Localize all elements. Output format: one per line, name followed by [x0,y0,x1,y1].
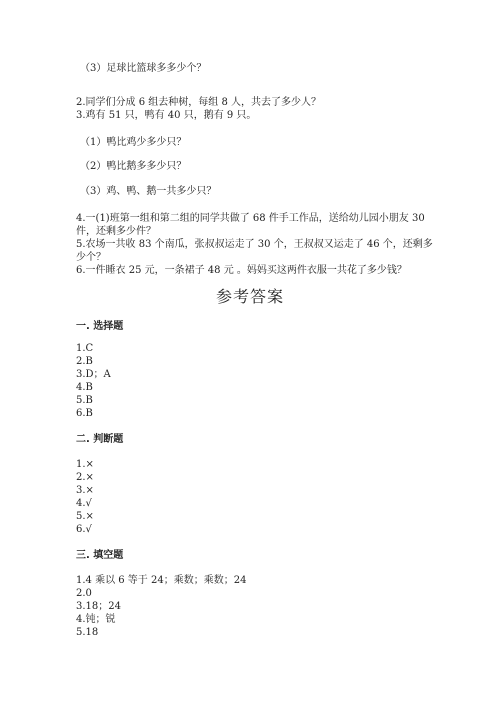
answers-title: 参考答案 [215,287,284,306]
question-4-line-1: 4.一(1)班第一组和第二组的同学共做了 68 件手工作品，送给幼儿园小朋友 30 [76,213,425,224]
section-heading-choice: 一. 选择题 [76,321,124,332]
question-3-sub-3: （3）鸡、鸭、鹅一共多少只？ [80,186,217,197]
answer-item: 6.B [76,408,93,419]
question-3-sub-2: （2）鸭比鹅多多少只？ [80,161,187,172]
question-1-sub-3: （3）足球比篮球多多少个？ [80,63,207,74]
answer-item: 3.D；A [76,369,111,380]
answer-item: 4.√ [76,498,92,509]
answer-item: 2.× [76,472,94,483]
question-3-sub-1: （1）鸭比鸡少多少只？ [80,137,187,148]
question-4-line-2: 件，还剩多少件？ [76,226,156,237]
answer-item: 1.4 乘以 6 等于 24；乘数；乘数；24 [76,575,247,586]
section-heading-fill-blank: 三. 填空题 [76,550,124,561]
answer-item: 5.18 [76,627,99,638]
question-6: 6.一件睡衣 25 元，一条裙子 48 元 。妈妈买这两件衣服一共花了多少钱？ [76,265,407,276]
section-heading-judgment: 二. 判断题 [76,434,124,445]
answer-item: 4.B [76,382,93,393]
answer-item: 3.× [76,485,94,496]
answer-item: 1.× [76,459,94,470]
answer-item: 5.× [76,511,94,522]
answer-item: 1.C [76,343,94,354]
question-2: 2.同学们分成 6 组去种树，每组 8 人，共去了多少人？ [76,97,321,108]
answer-item: 2.B [76,356,93,367]
answer-item: 4.钝；锐 [76,614,116,625]
answer-item: 6.√ [76,524,92,535]
question-5-line-2: 少个？ [76,252,106,263]
answer-item: 3.18；24 [76,601,121,612]
question-3: 3.鸡有 51 只，鸭有 40 只，鹅有 9 只。 [76,110,257,121]
answer-item: 5.B [76,395,93,406]
question-5-line-1: 5.农场一共收 83 个南瓜，张叔叔运走了 30 个，王叔叔又运走了 46 个，还剩多 [76,239,433,250]
answer-item: 2.0 [76,588,92,599]
